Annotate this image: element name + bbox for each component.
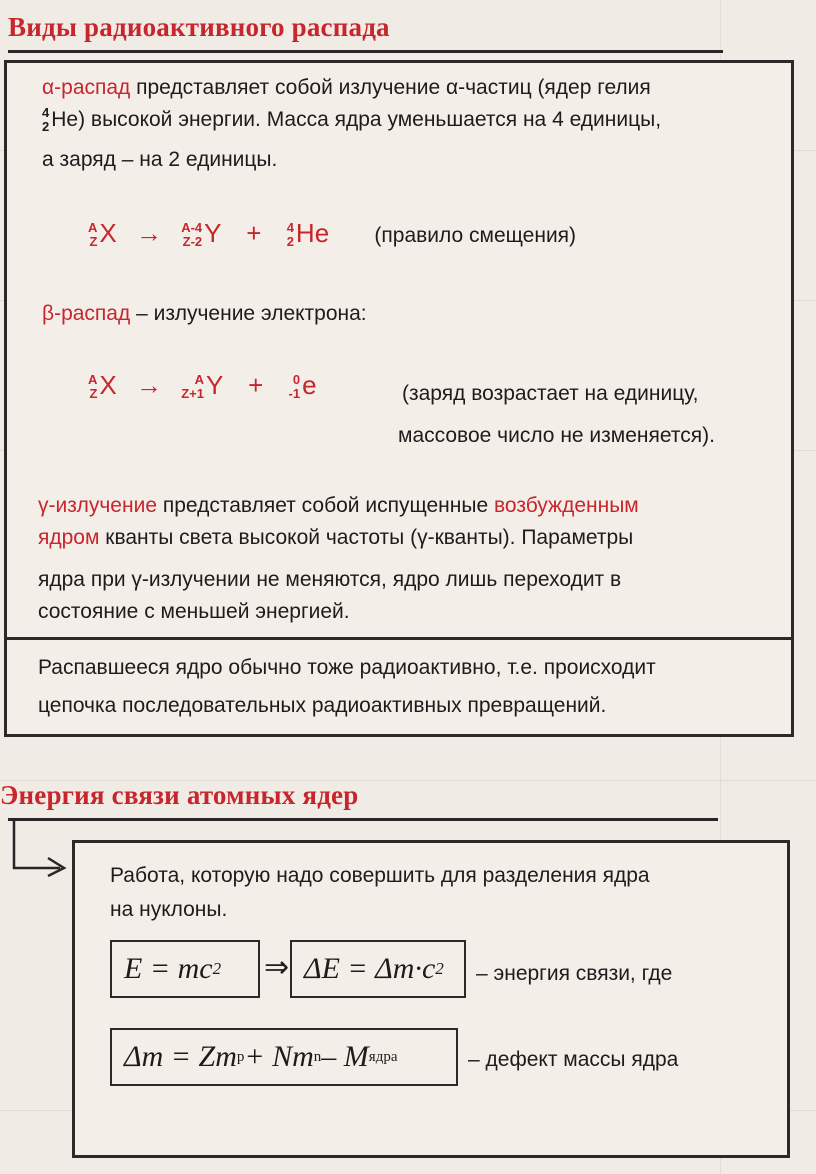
arrow-icon: → [135,218,162,248]
gamma-line-3: ядра при γ-излучении не меняются, ядро лишь переходит в [38,568,622,591]
gamma-line-2 [38,522,633,553]
helium-nuclide-index: 4 2 [42,105,50,135]
alpha-line-3: а заряд – на 2 единицы. [42,148,278,171]
alpha-line-1 [42,72,651,103]
gamma-text: представляет собой испущенные [157,494,494,517]
gamma-line-1 [38,490,639,521]
beta-note-1: (заряд возрастает на единицу, [402,382,699,405]
alpha-text: представляет собой излучение α-частиц (ядер гелия [130,76,651,99]
mass-energy-formula-box: E = mc 2 [110,940,260,998]
binding-energy-formula-box: ΔE = Δm·c 2 [290,940,466,998]
alpha-term: α-распад [42,76,131,99]
heading-rule [8,50,723,53]
nuclide-index: A-4 Z-2 [181,220,203,250]
definition-line-1: Работа, которую надо совершить для разделения ядра [110,864,650,887]
beta-text: – излучение электрона: [130,302,367,325]
binding-energy-description: – энергия связи, где [476,962,673,985]
arrow-icon: → [135,370,162,400]
gamma-line-4: состояние с меньшей энергией. [38,600,350,623]
mass-defect-formula-box: Δm = Zm p + Nm n – M ядра [110,1028,458,1086]
beta-term: β-распад [42,302,131,325]
displacement-rule-note: (правило смещения) [374,224,577,247]
nuclide-index: A Z [88,220,98,250]
gamma-text: кванты света высокой частоты (γ-кванты). Параметры [99,526,634,549]
section-title-decay-types: Виды радиоактивного распада [8,12,390,42]
beta-line [42,298,367,329]
nuclide-index: A Z [88,372,98,402]
alpha-decay-equation: A Z X → A-4 Z-2 Y + 4 2 He (правило смещения) [88,218,577,250]
chain-line-1: Распавшееся ядро обычно тоже радиоактивно, т.е. происходит [38,656,656,679]
gamma-term: γ-излучение [38,494,157,517]
nuclide-index: 0 -1 [288,372,301,402]
excited-term: возбужденным [493,494,639,517]
alpha-line-2 [42,104,661,135]
nuclide-index: 4 2 [286,220,294,250]
section-title-binding-energy: Энергия связи атомных ядер [0,780,359,810]
beta-decay-equation: A Z X → A Z+1 Y + 0 -1 e [88,370,317,402]
beta-note-2: массовое число не изменяется). [398,424,715,447]
nuclide-index: A Z+1 [181,372,204,402]
excited-term: ядром [38,526,100,549]
connector-arrow-icon [8,818,78,880]
mass-defect-description: – дефект массы ядра [468,1048,679,1071]
definition-line-2: на нуклоны. [110,898,228,921]
heading-rule [8,818,718,821]
alpha-text: He) высокой энергии. Масса ядра уменьшается на 4 единицы, [51,108,662,131]
chain-line-2: цепочка последовательных радиоактивных превращений. [38,694,607,717]
implies-icon: ⇒ [264,951,290,984]
